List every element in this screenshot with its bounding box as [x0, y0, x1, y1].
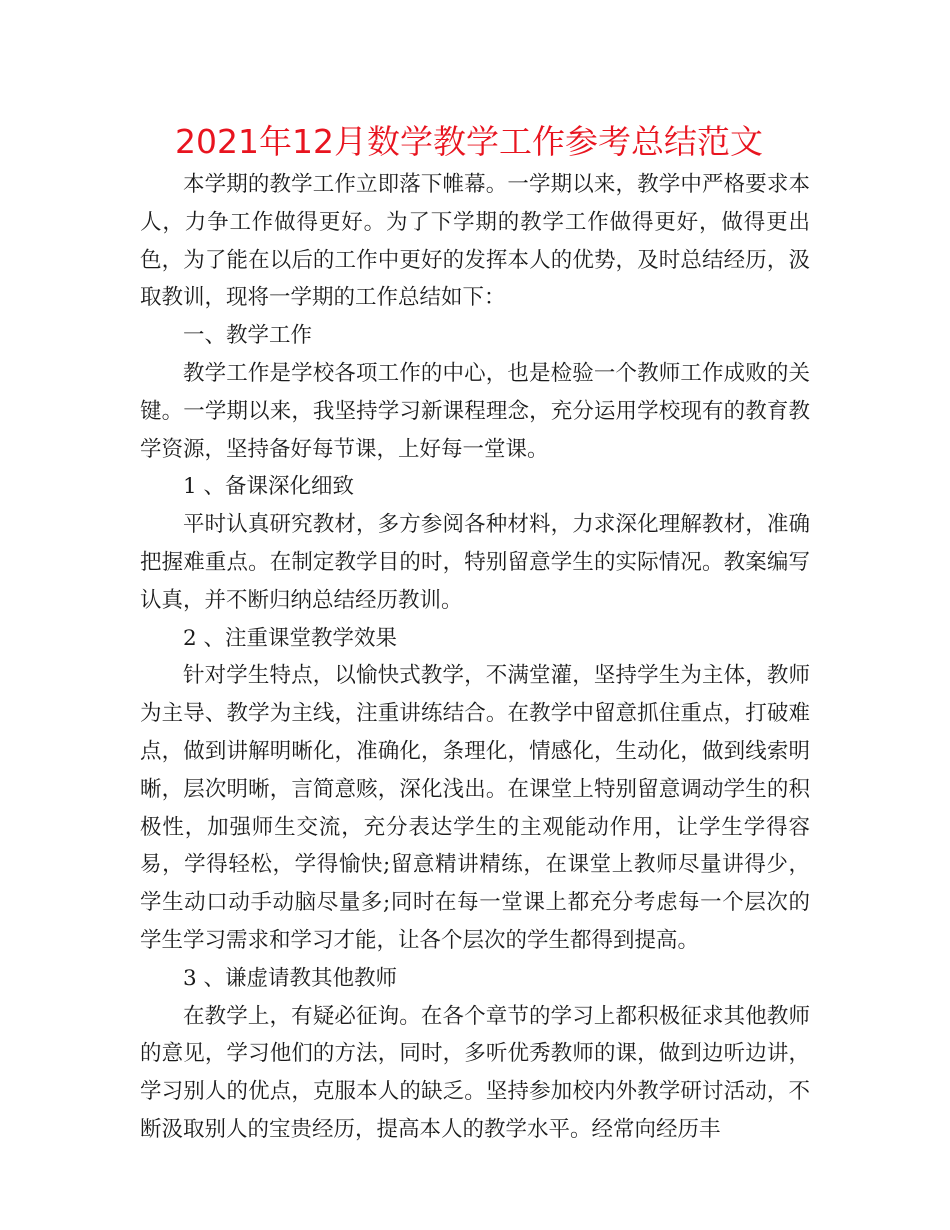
document-page — [140, 118, 810, 1149]
lesson-prep-paragraph: 平时认真研究教材，多方参阅各种材料，力求深化理解教材，准确把握难重点。在制定教学目的时，特别留意学生的实际情况。教案编写认真，并不断归纳总结经历教训。 — [140, 512, 810, 613]
consult-teachers-paragraph: 在教学上，有疑必征询。在各个章节的学习上都积极征求其他教师的意见，学习他们的方法，同时，多听优秀教师的课，做到边听边讲，学习别人的优点，克服本人的缺乏。坚持参加校内外教学研讨活动，不断汲取别人的宝贵经历，提高本人的教学水平。经常向经历丰 — [140, 1003, 810, 1142]
classroom-effect-paragraph: 针对学生特点，以愉快式教学，不满堂灌，坚持学生为主体，教师为主导、教学为主线，注重讲练结合。在教学中留意抓住重点，打破难点，做到讲解明晰化，准确化，条理化，情感化，生动化，做到线索明晰，层次明晰，言简意赅，深化浅出。在课堂上特别留意调动学生的积极性，加强师生交流，充分表达学生的主观能动作用，让学生学得容易，学得轻松，学得愉快;留意精讲精练，在课堂上教师尽量讲得少，学生动口动手动脑尽量多;同时在每一堂课上都充分考虑每一个层次的学生学习需求和学习才能，让各个层次的学生都得到提高。 — [140, 663, 810, 953]
document-title: 2021年12月数学教学工作参考总结范文 — [175, 122, 763, 161]
teaching-work-paragraph: 教学工作是学校各项工作的中心，也是检验一个教师工作成败的关键。一学期以来，我坚持学习新课程理念，充分运用学校现有的教育教学资源，坚持备好每节课，上好每一堂课。 — [140, 360, 810, 462]
section-heading-teaching-work: 一、教学工作 — [183, 323, 313, 349]
subheading-consult-teachers: 3 、谦虚请教其他教师 — [183, 965, 398, 991]
subheading-classroom-effect: 2 、注重课堂教学效果 — [183, 625, 398, 651]
subheading-lesson-prep: 1 、备课深化细致 — [183, 474, 355, 500]
intro-paragraph: 本学期的教学工作立即落下帷幕。一学期以来，教学中严格要求本人，力争工作做得更好。为了下学期的教学工作做得更好，做得更出色，为了能在以后的工作中更好的发挥本人的优势，及时总结经历，汲取教训，现将一学期的工作总结如下： — [140, 172, 810, 311]
